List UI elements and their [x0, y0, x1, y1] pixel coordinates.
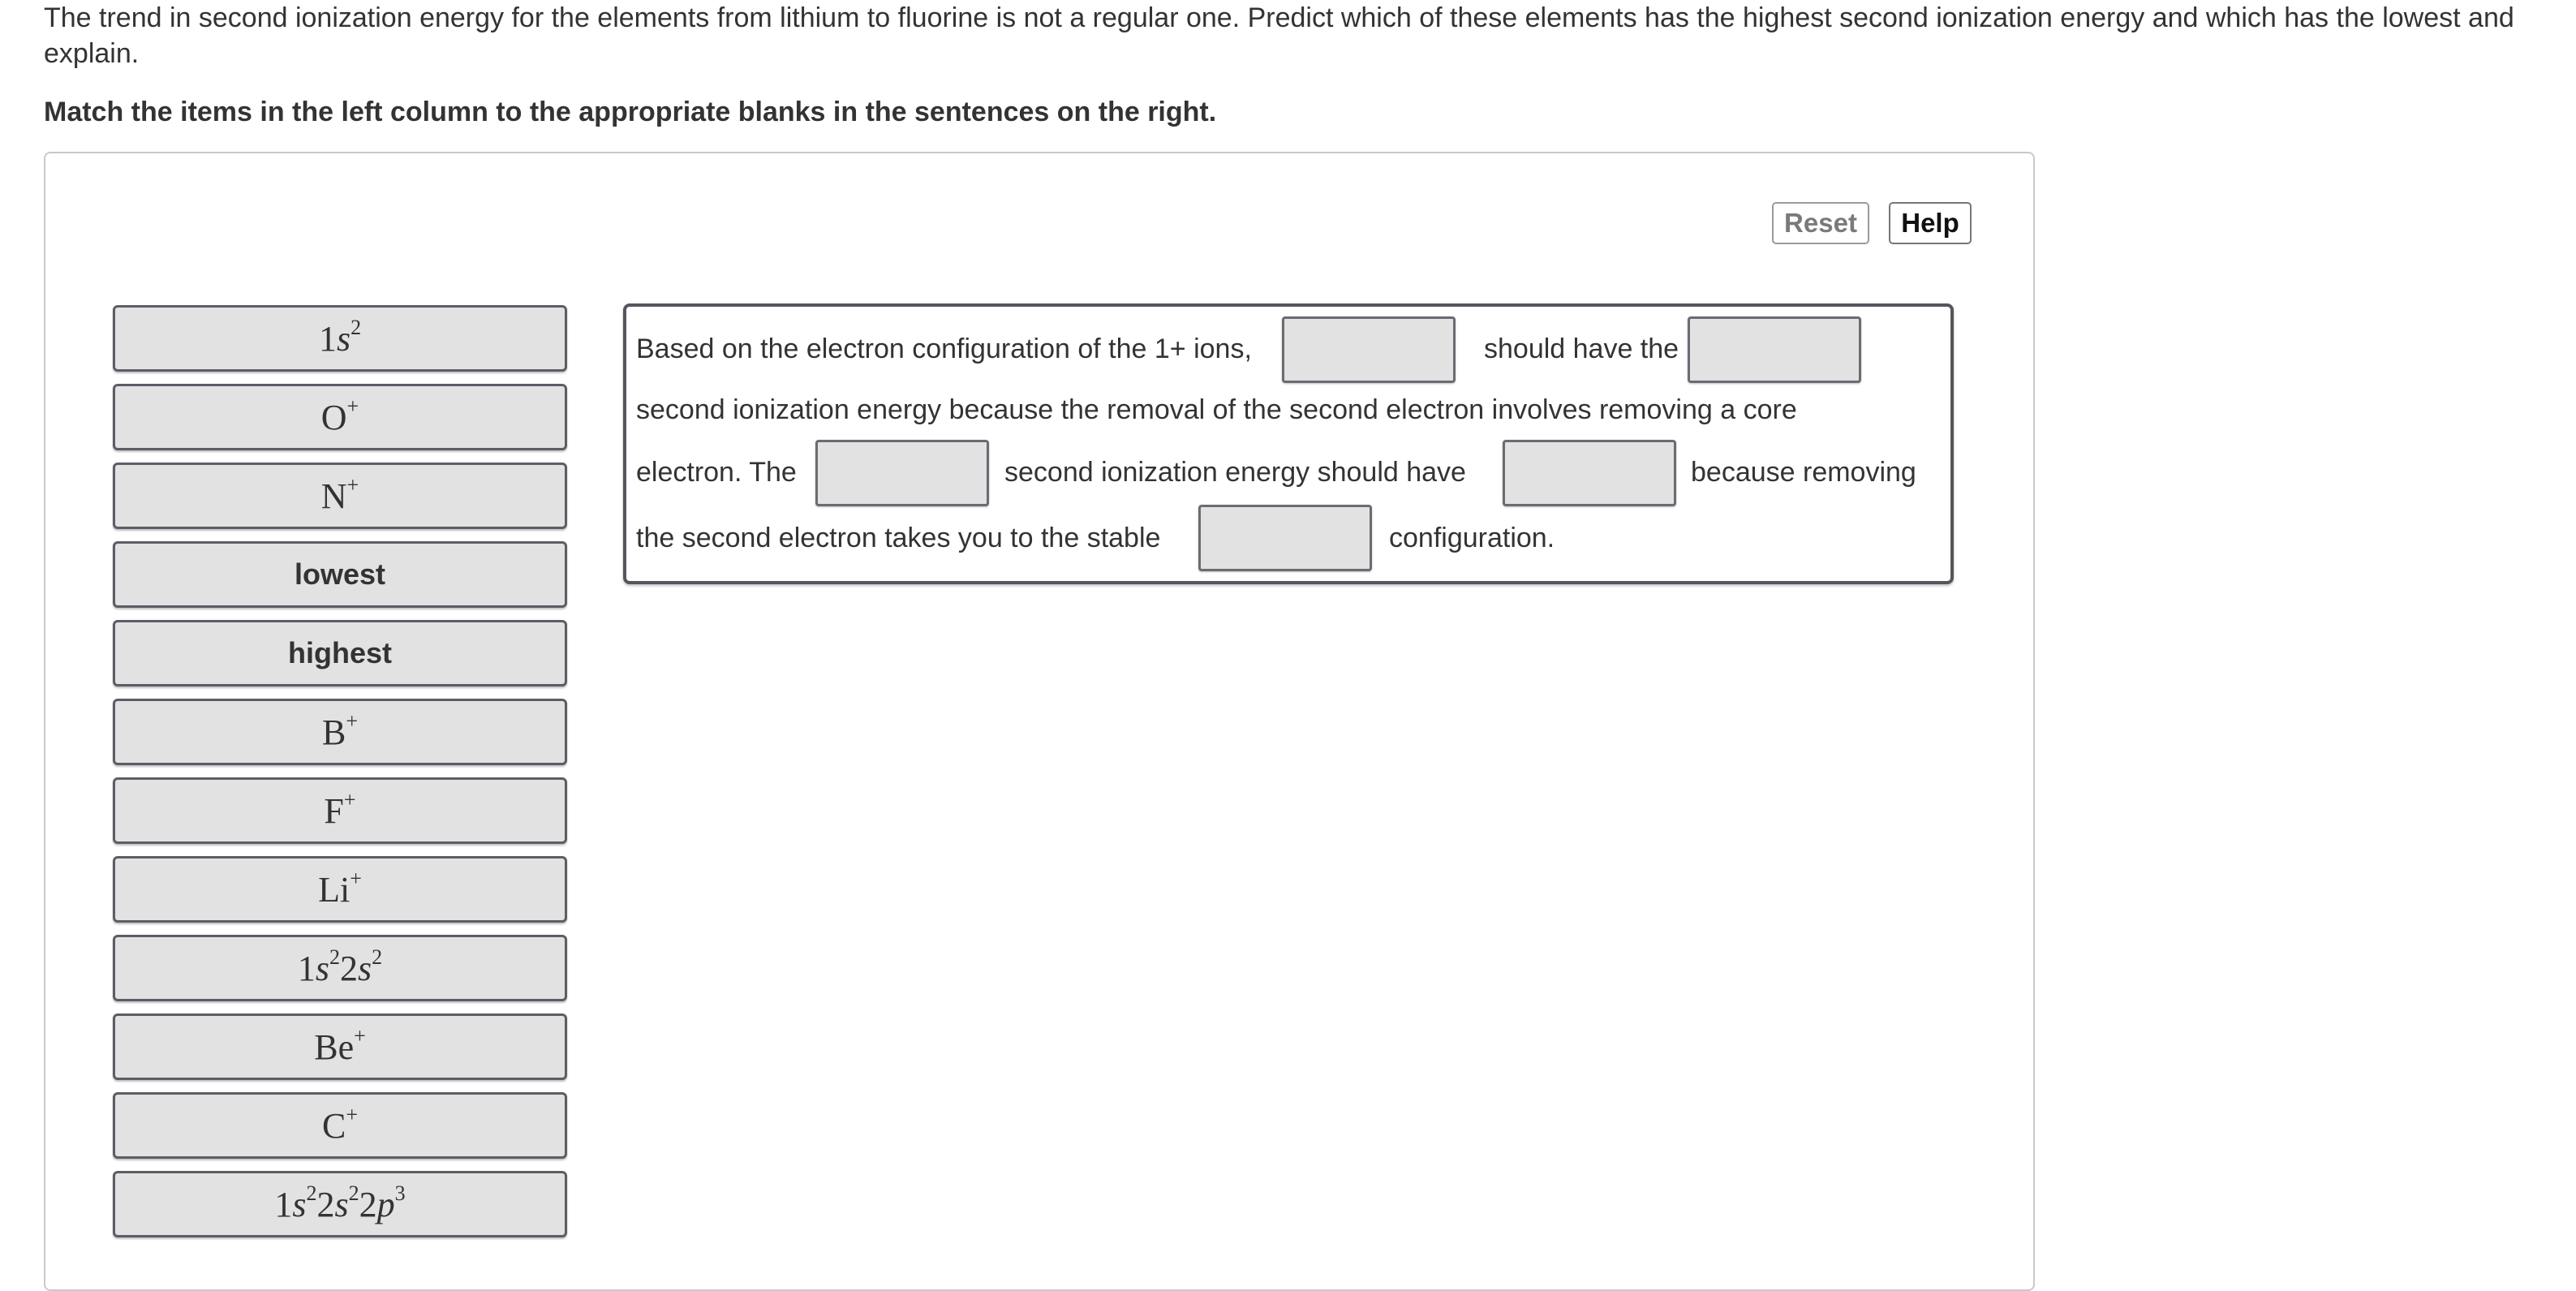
item-label: B+ — [321, 708, 359, 752]
item-n-plus[interactable] — [113, 463, 567, 529]
item-label: C+ — [321, 1102, 359, 1146]
sentence-text-7: the second electron takes you to the stable — [636, 523, 1161, 553]
item-label: highest — [287, 636, 392, 669]
sentence-text-4: electron. The — [636, 457, 797, 488]
blank-1[interactable] — [1282, 316, 1456, 383]
item-label: $1s^22s^2$ — [297, 945, 383, 988]
item-1s2[interactable] — [113, 305, 567, 372]
sentence-text-8: configuration. — [1389, 523, 1555, 553]
sentence-box — [623, 303, 1954, 584]
help-button[interactable]: Help — [1889, 202, 1972, 244]
sentence-text-5: second ionization energy should have — [1004, 457, 1466, 488]
item-label: F+ — [324, 787, 356, 831]
item-label: Be+ — [314, 1023, 366, 1067]
item-f-plus[interactable] — [113, 777, 567, 844]
item-b-plus[interactable] — [113, 699, 567, 765]
blank-2[interactable] — [1688, 316, 1861, 383]
matching-panel — [44, 152, 2035, 1291]
item-label: N+ — [320, 472, 359, 516]
question-text: The trend in second ionization energy for the elements from lithium to fluorine is not a regular one. Predict which of these elements has the highest second ionization energy and which has the lowest and explain. — [44, 2, 2514, 69]
blank-3[interactable] — [815, 440, 989, 506]
sentence-text-3: second ionization energy because the removal of the second electron involves removing a core — [636, 394, 1797, 425]
sentence-text-1: Based on the electron configuration of the 1+ ions, — [636, 334, 1252, 364]
item-1s2-2s2[interactable] — [113, 935, 567, 1001]
sentence-text-2: should have the — [1484, 334, 1679, 364]
item-label: $1s^2$ — [318, 315, 362, 359]
item-bank — [113, 305, 570, 1250]
item-highest[interactable] — [113, 620, 567, 686]
blank-4[interactable] — [1503, 440, 1676, 506]
item-1s2-2s2-2p3[interactable] — [113, 1171, 567, 1237]
item-label: Li+ — [318, 866, 362, 910]
item-be-plus[interactable] — [113, 1013, 567, 1080]
item-label: $1s^22s^22p^3$ — [274, 1181, 406, 1224]
item-li-plus[interactable] — [113, 856, 567, 923]
blank-5[interactable] — [1198, 505, 1372, 571]
item-c-plus[interactable] — [113, 1092, 567, 1159]
sentence-text-6: because removing — [1691, 457, 1916, 488]
instruction-text: Match the items in the left column to the appropriate blanks in the sentences on the right. — [44, 97, 1217, 127]
item-lowest[interactable] — [113, 541, 567, 608]
item-label: lowest — [294, 557, 386, 591]
item-o-plus[interactable] — [113, 384, 567, 450]
reset-button[interactable]: Reset — [1772, 202, 1869, 244]
item-label: O+ — [320, 394, 359, 437]
